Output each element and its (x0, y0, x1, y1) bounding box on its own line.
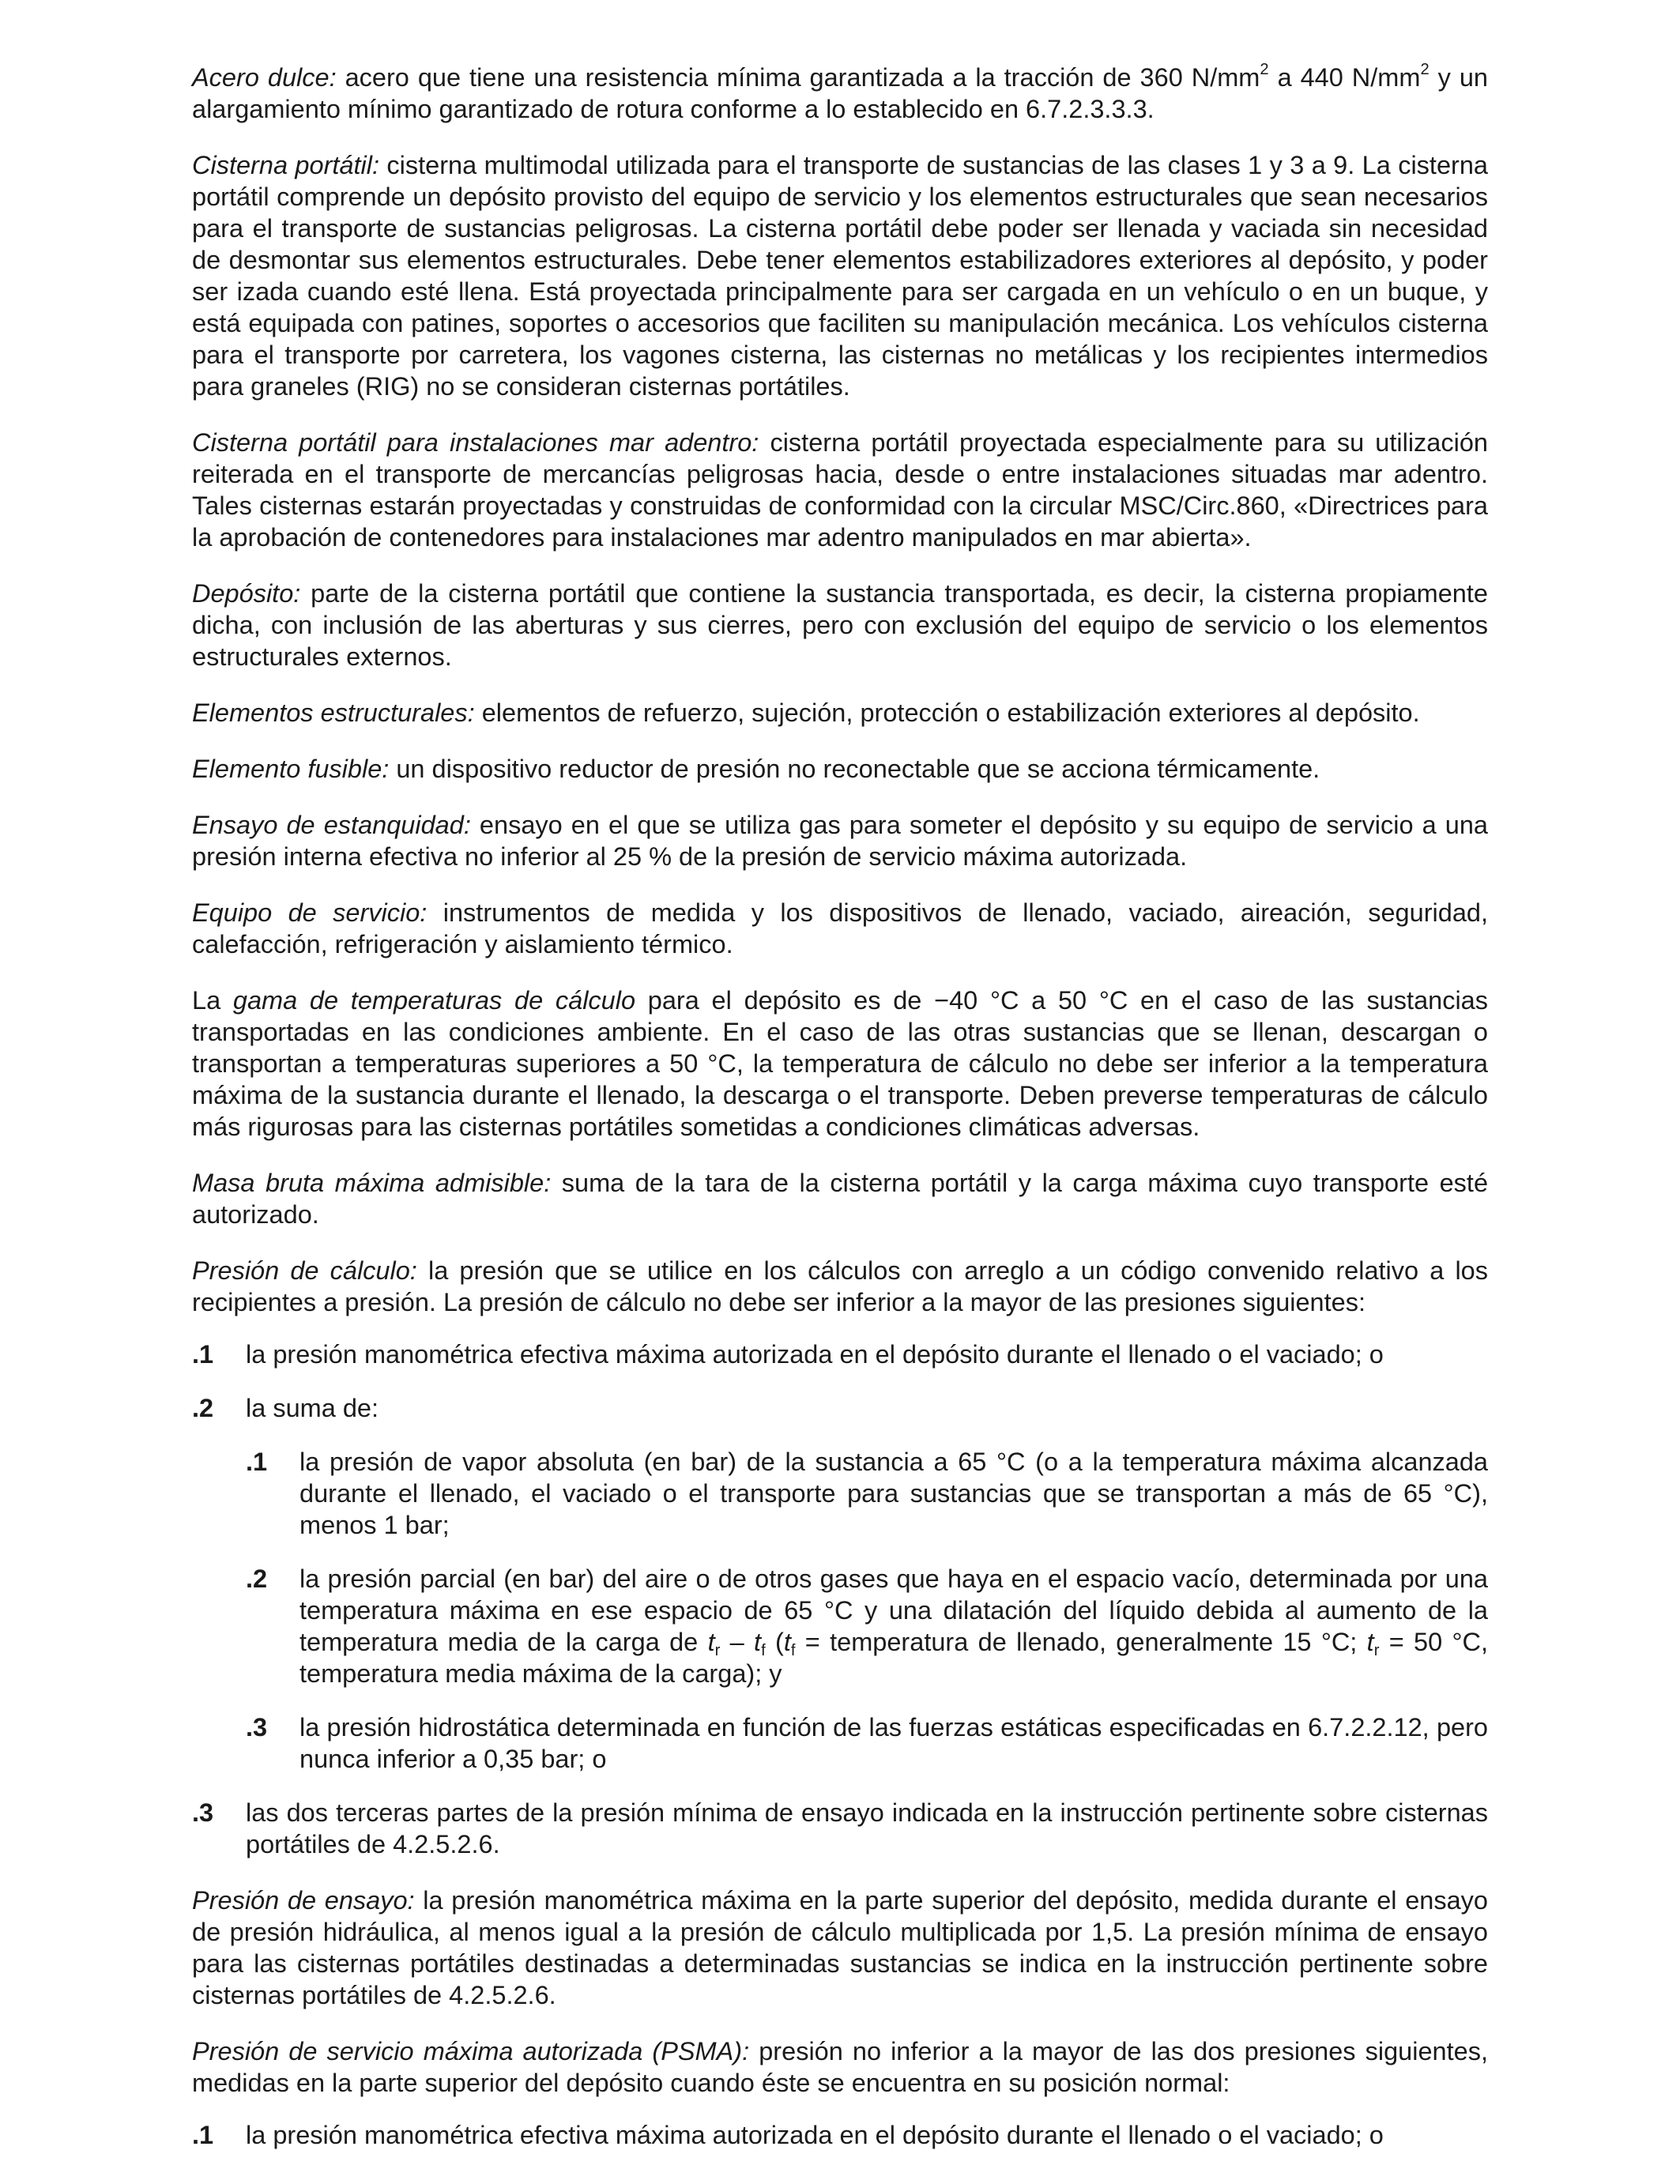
definition-term: Ensayo de estanquidad: (192, 811, 471, 839)
definition-term: Acero dulce: (192, 63, 337, 92)
list-number: .2 (246, 1565, 268, 1593)
definition-elementos-estructurales (192, 697, 1488, 729)
definition-term: Elemento fusible: (192, 755, 390, 783)
list-text: la presión parcial (en bar) del aire o de otros gases que haya en el espacio vacío, determinada por una temperatura máxima en ese espacio de 65 °C y una dilatación del líquido debida al aumento de la temperatura media de la carga de $t_r - t_f$ ($t_f$ = temperatura de llenado, generalmente 15 °C; $t_r = 50$ °C, temperatura media máxima de la carga); y (299, 1565, 1488, 1688)
definition-equipo-servicio (192, 897, 1488, 960)
list-text: la presión manométrica efectiva máxima autorizada en el depósito durante el llenado o el vaciado; o (246, 2121, 1384, 2149)
list-item (192, 2119, 1488, 2151)
definition-text: para el depósito es de −40 °C a 50 °C en el caso de las sustancias transportadas en las condiciones ambiente. En el caso de las otras sustancias que se llenan, descargan o transportan a temperaturas superiores a 50 °C, la temperatura de cálculo no debe ser inferior a la temperatura máxima de la sustancia durante el llenado, la descarga o el transporte. Deben preverse temperaturas de cálculo más rigurosas para las cisternas portátiles sometidas a condiciones climáticas adversas. (192, 986, 1489, 1141)
definition-text: cisterna multimodal utilizada para el transporte de sustancias de las clases 1 y 3 a 9. La cisterna portátil comprende un depósito provisto del equipo de servicio y los elementos estructurales que sean necesarios para el transporte de sustancias peligrosas. La cisterna portátil debe poder ser llenada y vaciada sin necesidad de desmontar sus elementos estructurales. Debe tener elementos estabilizadores exteriores al depósito, y poder ser izada cuando esté llena. Está proyectada principalmente para ser cargada en un vehículo o en un buque, y está equipada con patines, soportes o accesorios que faciliten su manipulación mecánica. Los vehículos cisterna para el transporte por carretera, los vagones cisterna, las cisternas no metálicas y los recipientes intermedios para graneles (RIG) no se consideran cisternas portátiles. (192, 151, 1489, 401)
list-item (192, 1797, 1488, 1860)
definition-text: parte de la cisterna portátil que contiene la sustancia transportada, es decir, la cisterna propiamente dicha, con inclusión de las aberturas y sus cierres, pero con exclusión del equipo de servicio o los elementos estructurales externos. (192, 579, 1488, 671)
definition-acero-dulce (192, 62, 1488, 125)
superscript: 2 (1420, 60, 1430, 78)
list-number: .3 (192, 1798, 214, 1827)
list-text: la presión de vapor absoluta (en bar) de la sustancia a 65 °C (o a la temperatura máxima alcanzada durante el llenado, el vaciado o el transporte para sustancias que se transportan a más de 65 °C), menos 1 bar; (299, 1448, 1488, 1539)
definition-term: Masa bruta máxima admisible: (192, 1169, 552, 1197)
definition-elemento-fusible (192, 753, 1488, 785)
definition-text: un dispositivo reductor de presión no reconectable que se acciona térmicamente. (389, 755, 1320, 783)
list-number: .1 (192, 1340, 214, 1369)
definition-term: Elementos estructurales: (192, 699, 475, 727)
list-item (192, 1392, 1488, 1424)
definition-masa-bruta (192, 1167, 1488, 1230)
definition-term: Cisterna portátil para instalaciones mar adentro: (192, 428, 759, 457)
definition-text: cisterna portátil proyectada especialmente para su utilización reiterada en el transporte de mercancías peligrosas hacia, desde o entre instalaciones situadas mar adentro. Tales cisternas estarán proyectadas y construidas de conformidad con la circular MSC/Circ.860, «Directrices para la aprobación de contenedores para instalaciones mar adentro manipulados en mar abierta». (192, 428, 1488, 552)
definition-deposito (192, 578, 1488, 672)
definition-cisterna-portatil (192, 149, 1488, 402)
definition-presion-calculo (192, 1255, 1488, 1318)
definition-text: La (192, 986, 233, 1015)
definition-text: ensayo en el que se utiliza gas para someter el depósito y su equipo de servicio a una presión interna efectiva no inferior al 25 % de la presión de servicio máxima autorizada. (192, 811, 1488, 871)
list-text: las dos terceras partes de la presión mínima de ensayo indicada en la instrucción pertinente sobre cisternas portátiles de 4.2.5.2.6. (246, 1798, 1488, 1858)
list-number: .1 (192, 2121, 214, 2149)
definition-term: Presión de cálculo: (192, 1256, 417, 1285)
definition-term: Equipo de servicio: (192, 898, 428, 927)
sublist-item (246, 1563, 1488, 1689)
list-item (192, 1339, 1488, 1370)
definition-term: Depósito: (192, 579, 301, 608)
definition-text: la presión manométrica máxima en la parte superior del depósito, medida durante el ensayo de presión hidráulica, al menos igual a la presión de cálculo multiplicada por 1,5. La presión mínima de ensayo para las cisternas portátiles destinadas a determinadas sustancias se indica en la instrucción pertinente sobre cisternas portátiles de 4.2.5.2.6. (192, 1886, 1488, 2009)
list-number: .3 (246, 1713, 268, 1742)
definition-ensayo-estanquidad (192, 809, 1488, 872)
definition-text: la presión que se utilice en los cálculos con arreglo a un código convenido relativo a los recipientes a presión. La presión de cálculo no debe ser inferior a la mayor de las presiones siguientes: (192, 1256, 1488, 1316)
definition-text: presión no inferior a la mayor de las dos presiones siguientes, medidas en la parte superior del depósito cuando éste se encuentra en su posición normal: (192, 2037, 1488, 2097)
definition-cisterna-mar-adentro (192, 427, 1488, 553)
definition-term: Presión de ensayo: (192, 1886, 415, 1915)
definition-term: gama de temperaturas de cálculo (232, 986, 636, 1015)
list-number: .1 (246, 1448, 268, 1476)
definition-psma (192, 2035, 1488, 2099)
list-text: la presión manométrica efectiva máxima autorizada en el depósito durante el llenado o el vaciado; o (246, 1340, 1384, 1369)
definition-text: suma de la tara de la cisterna portátil y la carga máxima cuyo transporte esté autorizado. (192, 1169, 1489, 1229)
list-text: la presión hidrostática determinada en función de las fuerzas estáticas especificadas en 6.7.2.2.12, pero nunca inferior a 0,35 bar; o (299, 1713, 1488, 1773)
definition-text: elementos de refuerzo, sujeción, protección o estabilización exteriores al depósito. (474, 699, 1420, 727)
definition-text: y un alargamiento mínimo garantizado de rotura conforme a lo establecido en 6.7.2.3.3.3. (192, 63, 1488, 123)
definition-text: instrumentos de medida y los dispositivos de llenado, vaciado, aireación, seguridad, calefacción, refrigeración y aislamiento térmico. (192, 898, 1489, 958)
list-text: la suma de: (246, 1394, 379, 1422)
sublist-item (246, 1446, 1488, 1541)
definition-term: Cisterna portátil: (192, 151, 379, 179)
sublist-item (246, 1711, 1488, 1775)
definition-presion-ensayo (192, 1885, 1488, 2011)
definition-text: acero que tiene una resistencia mínima garantizada a la tracción de 360 N/mm (336, 63, 1260, 92)
definition-term: Presión de servicio máxima autorizada (PSMA): (192, 2037, 750, 2065)
definition-gama-temperaturas (192, 985, 1488, 1143)
superscript: 2 (1260, 60, 1269, 78)
list-number: .2 (192, 1394, 214, 1422)
definition-text: a 440 N/mm (1268, 63, 1421, 92)
document-page (192, 62, 1488, 2175)
